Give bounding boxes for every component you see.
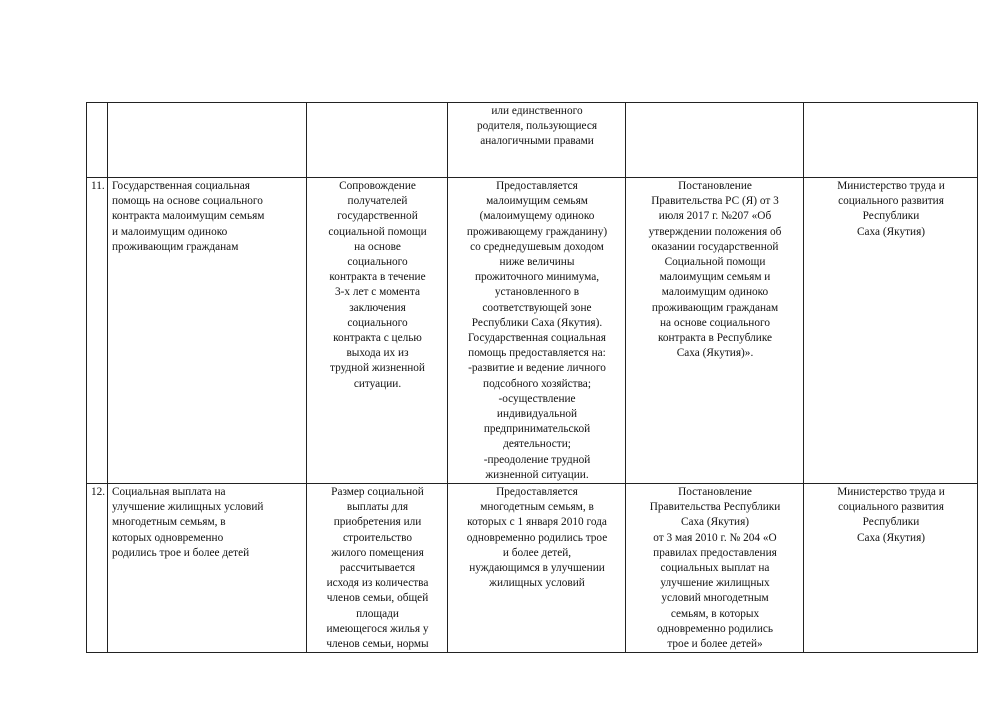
cell-text-line: ниже величины <box>499 256 575 269</box>
cell-text-line: Размер социальной <box>331 486 424 499</box>
cell-text-line: выхода их из <box>346 347 409 360</box>
cell-text-line: Министерство труда и <box>837 486 945 499</box>
cell-text-line: которых с 1 января 2010 года <box>467 516 607 529</box>
service-content-cell <box>307 178 448 484</box>
cell-text-line: прожиточного минимума, <box>474 271 600 284</box>
service-content-cell <box>307 484 448 653</box>
cell-text-line: родителя, пользующиеся <box>476 120 598 133</box>
cell-text-line: Постановление <box>678 486 752 499</box>
cell-text-line: получателей <box>347 195 408 208</box>
service-name-cell <box>108 484 307 653</box>
cell-text-line: (малоимущему одиноко <box>479 210 595 223</box>
legal-basis-cell <box>626 484 804 653</box>
cell-text-line: оказании государственной <box>651 240 779 253</box>
cell-text-line: государственной <box>337 210 418 223</box>
document-table <box>86 102 978 653</box>
cell-text-line: социальных выплат на <box>660 562 770 575</box>
cell-text-line: малоимущим одиноко <box>661 286 769 299</box>
service-name-cell <box>108 178 307 484</box>
cell-text-line: на основе <box>354 240 401 253</box>
cell-text-line: -преодоление трудной <box>483 453 591 466</box>
cell-text-line: которых одновременно <box>112 531 224 544</box>
cell-text-line: аналогичными правами <box>480 135 594 148</box>
cell-text-line: установленного в <box>494 286 580 299</box>
cell-text-line: -развитие и ведение личного <box>468 362 606 375</box>
cell-text-line: Государственная социальная <box>468 332 606 345</box>
cell-text-line: членов семьи, общей <box>326 592 429 605</box>
cell-text-line: социального развития <box>838 501 944 514</box>
cell-text-line: или единственного <box>491 105 583 117</box>
cell-text-line: контракта в Республике <box>657 332 773 345</box>
cell-text-line: Правительства Республики <box>649 501 781 514</box>
cell-text-line: помощь предоставляется на: <box>468 347 606 360</box>
cell-text-line: Республики <box>862 210 920 223</box>
cell-text-line: одновременно родились <box>656 622 774 635</box>
cell-text-line: выплаты для <box>346 501 409 514</box>
cell-text-line: Правительства РС (Я) от 3 <box>651 195 779 208</box>
cell-text-line: Республики Саха (Якутия). <box>471 316 603 329</box>
cell-text-line: 3-х лет с момента <box>334 286 420 299</box>
table-row <box>87 103 978 178</box>
cell-text-line: родились трое и более детей <box>112 546 250 559</box>
cell-text-line: подсобного хозяйства; <box>483 377 591 390</box>
cell-text-line: улучшение жилищных <box>660 577 770 590</box>
authority-cell <box>804 178 978 484</box>
table-row <box>87 178 978 484</box>
service-content-cell <box>307 103 448 178</box>
cell-text-line: социального развития <box>838 195 944 208</box>
cell-text-line: проживающим гражданам <box>651 301 779 314</box>
cell-text-line: Социальная выплата на <box>112 486 226 499</box>
cell-text-line: Социальной помощи <box>664 256 766 269</box>
cell-text-line: от 3 мая 2010 г. № 204 «О <box>653 531 777 544</box>
cell-text-line: -осуществление <box>498 392 576 405</box>
cell-text-line: рассчитывается <box>339 562 416 575</box>
cell-text-line: Постановление <box>678 180 752 192</box>
cell-text-line: жизненной ситуации. <box>485 468 589 481</box>
cell-text-line: имеющегося жилья у <box>326 622 429 635</box>
recipients-cell <box>448 484 626 653</box>
row-number-cell: 11. <box>87 178 108 484</box>
cell-text-line: индивидуальной <box>496 408 578 421</box>
cell-text-line: Республики <box>862 516 920 529</box>
cell-text-line: деятельности; <box>503 438 571 451</box>
cell-text-line: со среднедушевым доходом <box>470 240 604 253</box>
cell-text-line: Саха (Якутия) <box>680 516 750 529</box>
cell-text-line: многодетным семьям, в <box>112 516 226 529</box>
cell-text-line: Предоставляется <box>496 486 578 499</box>
cell-text-line: проживающим гражданам <box>112 240 239 253</box>
cell-text-line: малоимущим семьям и <box>659 271 771 284</box>
cell-text-line: малоимущим семьям <box>486 195 588 208</box>
recipients-cell <box>448 103 626 178</box>
cell-text-line: социального <box>347 316 408 329</box>
service-name-cell <box>108 103 307 178</box>
cell-text-line: жилого помещения <box>331 546 424 559</box>
authority-cell <box>804 484 978 653</box>
row-number-cell <box>87 103 108 178</box>
cell-text-line: строительство <box>342 531 413 544</box>
cell-text-line: ситуации. <box>353 377 402 390</box>
cell-text-line: и малоимущим одиноко <box>112 225 228 238</box>
cell-text-line: соответствующей зоне <box>482 301 592 314</box>
legal-basis-cell <box>626 103 804 178</box>
cell-text-line: социального <box>347 256 408 269</box>
cell-text-line: одновременно родились трое <box>466 531 608 544</box>
cell-text-line: исходя из количества <box>326 577 429 590</box>
cell-text-line: социальной помощи <box>328 225 427 238</box>
cell-text-line: помощь на основе социального <box>112 195 263 208</box>
cell-text-line: контракта с целью <box>333 332 422 345</box>
cell-text-line: и более детей, <box>502 546 572 559</box>
cell-text-line: Саха (Якутия) <box>856 225 926 238</box>
cell-text-line: улучшение жилищных условий <box>112 501 264 514</box>
table-body <box>87 103 978 653</box>
cell-text-line: контракта в течение <box>329 271 426 284</box>
cell-text-line: Предоставляется <box>496 180 578 192</box>
cell-text-line: трое и более детей» <box>667 638 763 651</box>
cell-text-line: условий многодетным <box>661 592 769 605</box>
table-row <box>87 484 978 653</box>
cell-text-line: правилах предоставления <box>653 546 777 559</box>
legal-basis-cell <box>626 178 804 484</box>
cell-text-line: трудной жизненной <box>330 362 425 375</box>
cell-text-line: площади <box>356 607 399 620</box>
cell-text-line: проживающему гражданину) <box>466 225 608 238</box>
cell-text-line: Министерство труда и <box>837 180 945 192</box>
cell-text-line: заключения <box>349 301 406 314</box>
cell-text-line: июля 2017 г. №207 «Об <box>658 210 772 223</box>
cell-text-line: Сопровождение <box>339 180 416 192</box>
cell-text-line: приобретения или <box>333 516 422 529</box>
cell-text-line: контракта малоимущим семьям <box>112 210 265 223</box>
cell-text-line: многодетным семьям, в <box>480 501 594 514</box>
cell-text-line: семьям, в которых <box>670 607 760 620</box>
authority-cell <box>804 103 978 178</box>
cell-text-line: на основе социального <box>660 316 770 329</box>
cell-text-line: Саха (Якутия) <box>856 531 926 544</box>
cell-text-line: предпринимательской <box>483 423 591 436</box>
cell-text-line: утверждении положения об <box>648 225 782 238</box>
cell-text-line: жилищных условий <box>489 577 585 590</box>
cell-text-line: членов семьи, нормы <box>326 638 429 651</box>
recipients-cell <box>448 178 626 484</box>
row-number-cell: 12. <box>87 484 108 653</box>
cell-text-line: нуждающимся в улучшении <box>469 562 605 575</box>
cell-text-line: Государственная социальная <box>112 180 250 192</box>
cell-text-line: Саха (Якутия)». <box>676 347 754 360</box>
